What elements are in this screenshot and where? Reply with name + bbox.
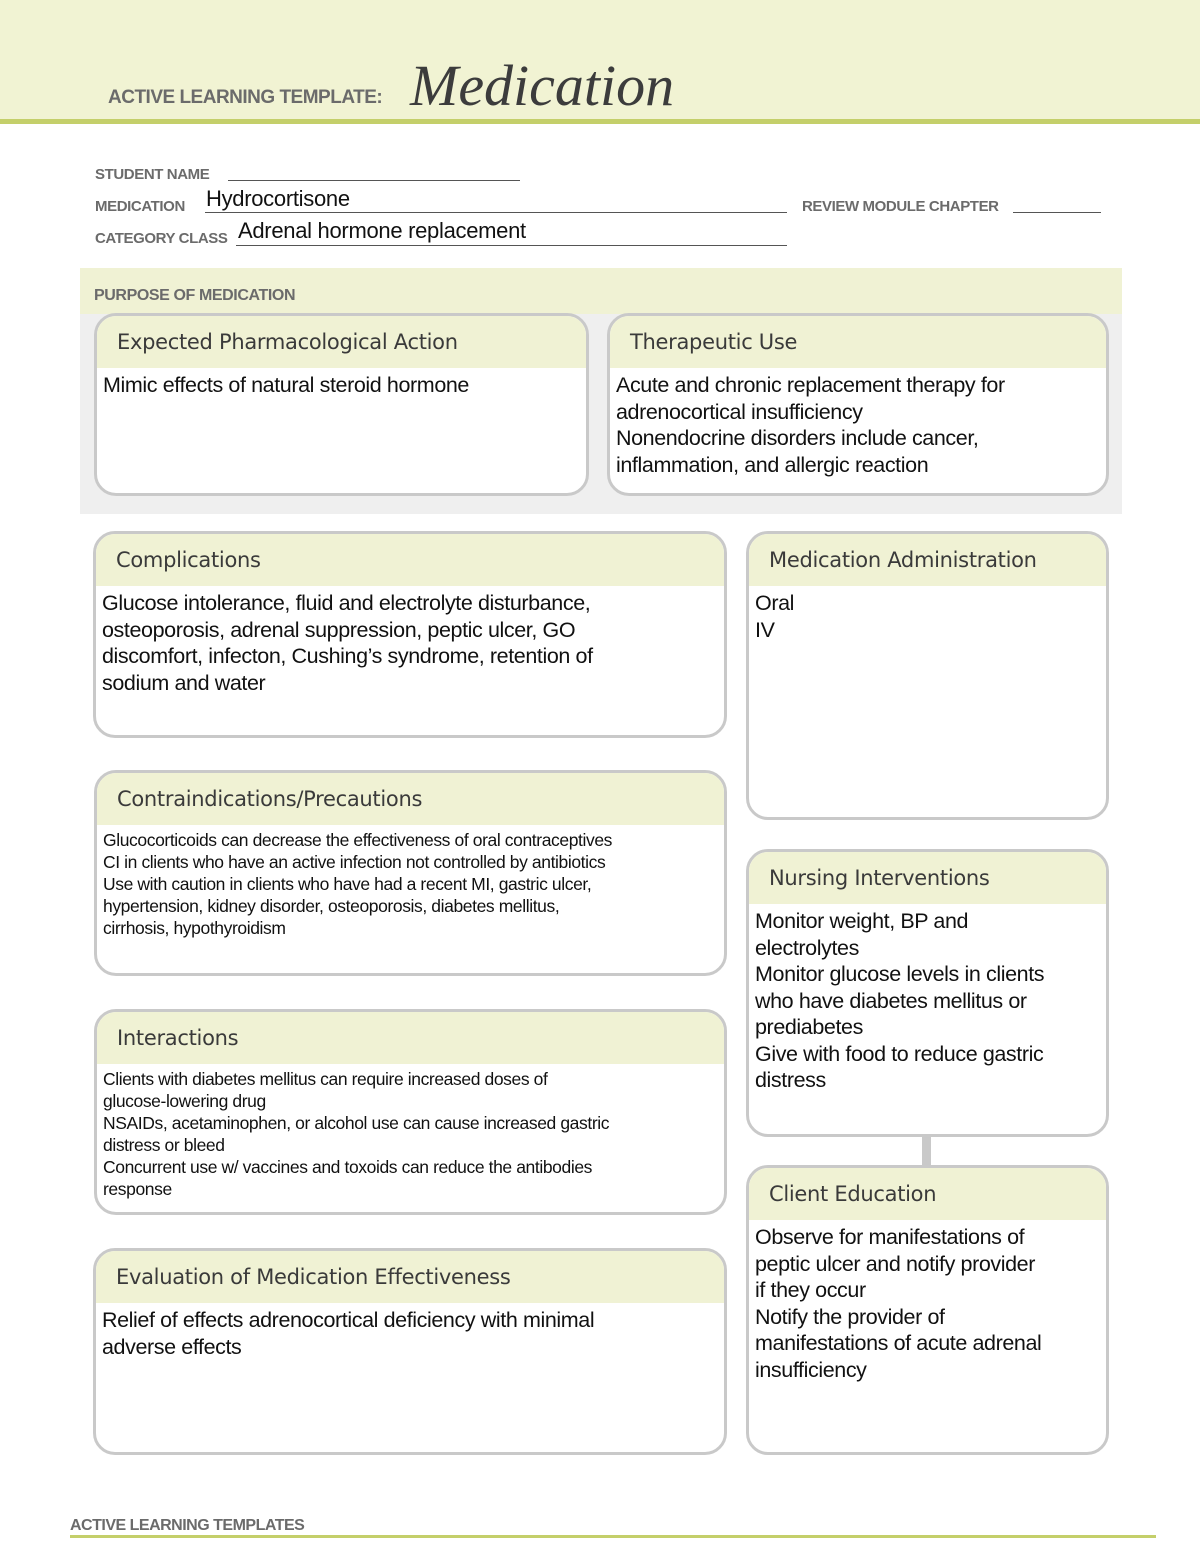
text-line: insufficiency xyxy=(755,1357,867,1382)
evaluation-heading: Evaluation of Medication Effectiveness xyxy=(96,1251,724,1303)
therapeutic-use-box[interactable] xyxy=(607,313,1109,496)
connector-line xyxy=(922,1134,931,1166)
medication-administration-body xyxy=(749,586,1106,647)
text-line: Clients with diabetes mellitus can require increased doses of xyxy=(103,1069,548,1089)
text-line: Glucocorticoids can decrease the effectiveness of oral contraceptives xyxy=(103,830,613,850)
contraindications-heading: Contraindications/Precautions xyxy=(97,773,724,825)
complications-heading: Complications xyxy=(96,534,724,586)
text-line: Monitor weight, BP and xyxy=(755,909,969,933)
client-education-box[interactable] xyxy=(746,1165,1109,1455)
interactions-box[interactable] xyxy=(94,1009,727,1215)
expected-action-heading: Expected Pharmacological Action xyxy=(97,316,586,368)
contraindications-box[interactable] xyxy=(94,770,727,976)
complications-body xyxy=(96,586,724,700)
student-name-label: STUDENT NAME xyxy=(95,166,210,183)
text-line: Nonendocrine disorders include cancer, xyxy=(616,426,979,450)
text-line: Monitor glucose levels in clients xyxy=(755,962,1045,986)
text-line: adverse effects xyxy=(102,1334,242,1359)
text-line: who have diabetes mellitus or xyxy=(755,988,1027,1013)
text-line: glucose-lowering drug xyxy=(103,1091,266,1111)
purpose-title-bar xyxy=(80,268,1122,314)
medication-value: Hydrocortisone xyxy=(206,186,350,211)
expected-action-body xyxy=(97,368,586,403)
text-line: Give with food to reduce gastric xyxy=(755,1041,1044,1066)
text-line: hypertension, kidney disorder, osteoporosis, diabetes mellitus, xyxy=(103,896,560,916)
footer-label: ACTIVE LEARNING TEMPLATES xyxy=(70,1517,305,1534)
text-line: IV xyxy=(755,617,775,642)
medication-label: MEDICATION xyxy=(95,198,185,215)
interactions-heading: Interactions xyxy=(97,1012,724,1064)
text-line: peptic ulcer and notify provider xyxy=(755,1251,1036,1276)
contraindications-body xyxy=(97,825,724,943)
medication-field[interactable] xyxy=(205,186,787,213)
text-line: cirrhosis, hypothyroidism xyxy=(103,918,286,938)
interactions-body xyxy=(97,1064,724,1204)
review-module-label: REVIEW MODULE CHAPTER xyxy=(802,198,999,215)
therapeutic-use-heading: Therapeutic Use xyxy=(610,316,1106,368)
expected-action-box[interactable] xyxy=(94,313,589,496)
nursing-interventions-box[interactable] xyxy=(746,849,1109,1137)
text-line: inflammation, and allergic reaction xyxy=(616,452,929,477)
text-line: Relief of effects adrenocortical deficiency with minimal xyxy=(102,1308,595,1332)
nursing-interventions-body xyxy=(749,904,1106,1098)
client-education-heading: Client Education xyxy=(749,1168,1106,1220)
client-education-body xyxy=(749,1220,1106,1387)
student-name-field[interactable] xyxy=(228,163,520,181)
nursing-interventions-heading: Nursing Interventions xyxy=(749,852,1106,904)
text-line: manifestations of acute adrenal xyxy=(755,1331,1042,1355)
footer-divider xyxy=(70,1535,1156,1538)
text-line: Glucose intolerance, fluid and electrolyte disturbance, xyxy=(102,591,591,615)
text-line: Concurrent use w/ vaccines and toxoids can reduce the antibodies xyxy=(103,1157,593,1177)
purpose-title: PURPOSE OF MEDICATION xyxy=(94,287,296,304)
text-line: response xyxy=(103,1179,172,1199)
text-line: Acute and chronic replacement therapy for xyxy=(616,373,1005,397)
text-line: Notify the provider of xyxy=(755,1304,945,1329)
therapeutic-use-body xyxy=(610,368,1106,482)
complications-box[interactable] xyxy=(93,531,727,738)
category-class-value: Adrenal hormone replacement xyxy=(238,218,526,243)
medication-administration-box[interactable] xyxy=(746,531,1109,820)
text-line: distress or bleed xyxy=(103,1135,225,1155)
template-prefix: ACTIVE LEARNING TEMPLATE: xyxy=(108,87,383,108)
text-line: Observe for manifestations of xyxy=(755,1225,1025,1249)
review-module-field[interactable] xyxy=(1013,196,1101,213)
evaluation-body xyxy=(96,1303,724,1364)
text-line: Mimic effects of natural steroid hormone xyxy=(103,373,469,397)
text-line: CI in clients who have an active infection not controlled by antibiotics xyxy=(103,852,606,872)
medication-administration-heading: Medication Administration xyxy=(749,534,1106,586)
category-class-field[interactable] xyxy=(236,218,787,246)
text-line: osteoporosis, adrenal suppression, peptic ulcer, GO xyxy=(102,617,576,642)
text-line: NSAIDs, acetaminophen, or alcohol use can cause increased gastric xyxy=(103,1113,610,1133)
text-line: sodium and water xyxy=(102,670,266,695)
text-line: adrenocortical insufficiency xyxy=(616,399,863,424)
text-line: if they occur xyxy=(755,1278,866,1302)
text-line: Use with caution in clients who have had a recent MI, gastric ulcer, xyxy=(103,874,592,894)
category-class-label: CATEGORY CLASS xyxy=(95,230,228,247)
text-line: discomfort, infecton, Cushing’s syndrome, retention of xyxy=(102,644,593,668)
page-title: Medication xyxy=(410,53,675,118)
evaluation-box[interactable] xyxy=(93,1248,727,1455)
text-line: distress xyxy=(755,1068,826,1092)
text-line: Oral xyxy=(755,591,795,615)
text-line: electrolytes xyxy=(755,935,859,960)
text-line: prediabetes xyxy=(755,1015,863,1039)
